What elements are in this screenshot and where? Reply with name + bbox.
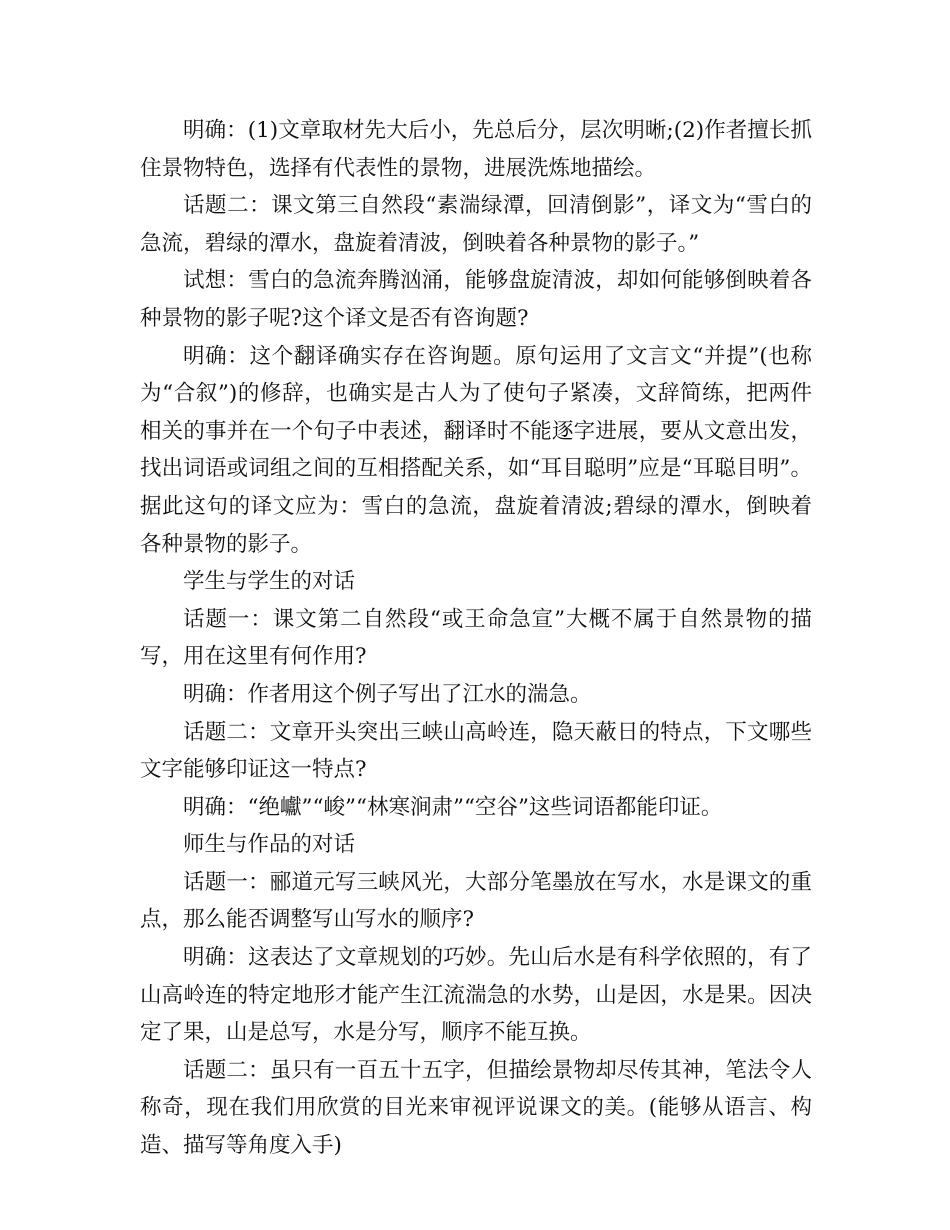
paragraph-topic-two-mountains: 话题二：文章开头突出三峡山高岭连，隐天蔽日的特点，下文哪些文字能够印证这一特点? [140,719,812,783]
paragraph-conclusion-order: 明确：这表达了文章规划的巧妙。先山后水是有科学依照的，有了山高岭连的特定地形才能产生江流湍急的水势，山是因，水是果。因决定了果，山是总写，水是分写，顺序不能互换。 [140,945,812,1046]
paragraph-conclusion-rapid-water: 明确：作者用这个例子写出了江水的湍急。 [183,681,592,707]
section-heading-student-dialogue: 学生与学生的对话 [183,569,356,595]
paragraph-conclusion-structure: 明确：(1)文章取材先大后小，先总后分，层次明晰;(2)作者擅长抓住景物特色，选择有代表性的景物，进展洗炼地描绘。 [140,118,812,181]
section-heading-work-dialogue: 师生与作品的对话 [183,832,356,858]
paragraph-topic-one-order: 话题一：郦道元写三峡风光，大部分笔墨放在写水，水是课文的重点，那么能否调整写山写水的顺序? [140,869,812,933]
document-page [140,112,812,1165]
paragraph-topic-two-translation: 话题二：课文第三自然段“素湍绿潭，回清倒影”，译文为“雪白的急流，碧绿的潭水，盘旋着清波，倒映着各种景物的影子。” [140,193,812,256]
paragraph-conclusion-words: 明确：“绝巘”“峻”“林寒涧肃”“空谷”这些词语都能印证。 [183,794,723,820]
paragraph-topic-one-wangming: 话题一：课文第二自然段“或王命急宣”大概不属于自然景物的描写，用在这里有何作用? [140,606,812,670]
paragraph-conclusion-bingti: 明确：这个翻译确实存在咨询题。原句运用了文言文“并提”(也称为“合叙”)的修辞，也确实是古人为了使句子紧凑，文辞简练，把两件相关的事并在一个句子中表述，翻译时不能逐字进展，要从文意出发，找出词语或词组之间的互相搭配关系，如“耳目聪明”应是“耳聪目明”。据此这句的译文应为：雪白的急流，盘旋着清波;碧绿的潭水，倒映着各种景物的影子。 [140,343,812,557]
paragraph-thought-question: 试想：雪白的急流奔腾汹涌，能够盘旋清波，却如何能够倒映着各种景物的影子呢?这个译文是否有咨询题? [140,268,812,331]
paragraph-topic-two-appreciation: 话题二：虽只有一百五十五字，但描绘景物却尽传其神，笔法令人称奇，现在我们用欣赏的目光来审视评说课文的美。(能够从语言、构造、描写等角度入手) [140,1057,812,1159]
